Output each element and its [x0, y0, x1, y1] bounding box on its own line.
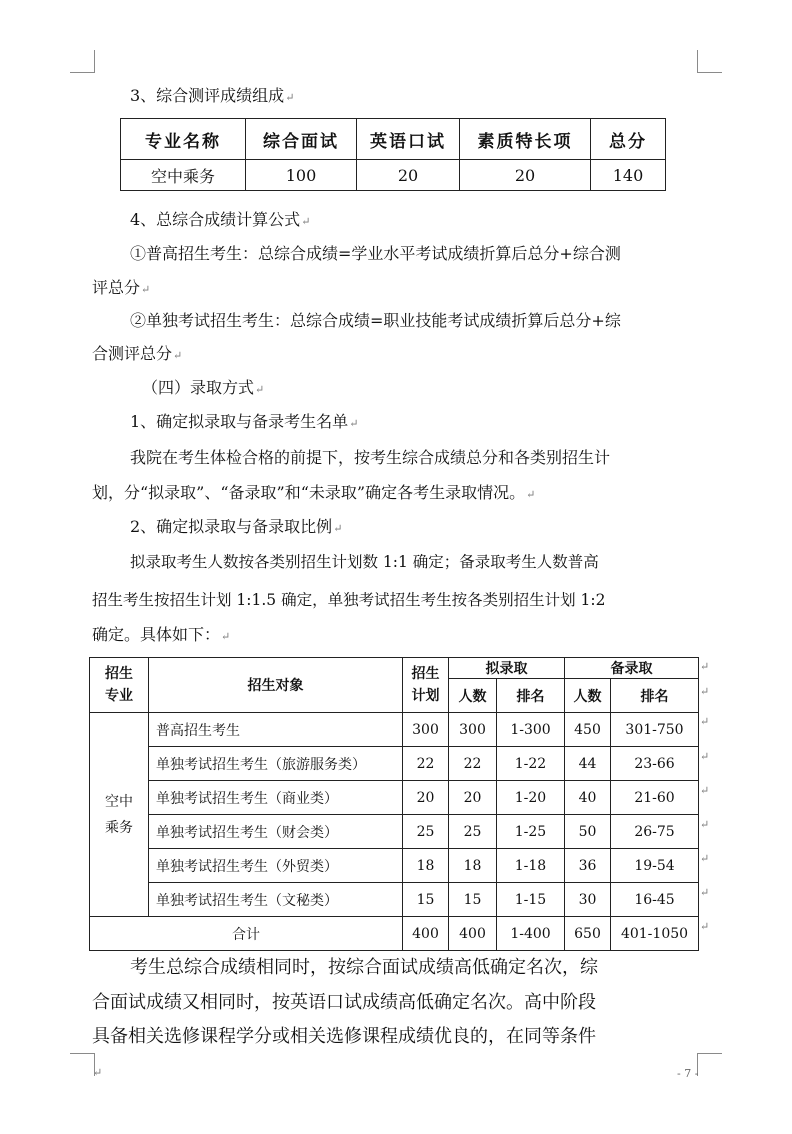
t2-proposed-count: 25 — [449, 815, 497, 849]
row-end-mark: ↵ — [700, 750, 710, 763]
t2-reserve-count: 40 — [565, 781, 611, 815]
t2-header-reserve: 备录取 — [565, 658, 699, 679]
t2-proposed-count: 20 — [449, 781, 497, 815]
t2-reserve-count: 450 — [565, 713, 611, 747]
para2-line1: 拟录取考生人数按各类别招生计划数 1:1 确定；备录取考生人数普高 — [130, 553, 599, 571]
row-end-mark: ↵ — [700, 920, 710, 933]
t2-reserve-count: 36 — [565, 849, 611, 883]
t2-reserve-count: 50 — [565, 815, 611, 849]
t2-reserve-rank: 23-66 — [611, 747, 699, 781]
t2-proposed-rank: 1-18 — [497, 849, 565, 883]
row-end-mark: ↵ — [700, 715, 710, 728]
sub1-heading: 1、确定拟录取与备录考生名单↵ — [130, 412, 359, 431]
t2-target: 普高招生考生 — [149, 713, 403, 747]
t1-header-total: 总分 — [591, 119, 666, 160]
crop-mark-top-left — [70, 50, 95, 73]
t2-reserve-rank: 26-75 — [611, 815, 699, 849]
t2-proposed-rank: 1-22 — [497, 747, 565, 781]
t2-total-reserve-count: 650 — [565, 917, 611, 951]
t2-proposed-count: 15 — [449, 883, 497, 917]
t1-cell-major: 空中乘务 — [121, 160, 246, 191]
formula1-line1: ①普高招生考生：总综合成绩=学业水平考试成绩折算后总分+综合测 — [130, 244, 621, 263]
score-composition-table — [120, 118, 666, 191]
para2-line2: 招生考生按招生计划 1:1.5 确定，单独考试招生考生按各类别招生计划 1:2 — [92, 591, 606, 609]
t1-header-english-oral: 英语口试 — [357, 119, 460, 160]
page-number: - 7 - — [677, 1067, 699, 1080]
crop-mark-top-right — [697, 50, 722, 73]
para2-line3: 确定。具体如下：↵ — [92, 625, 231, 644]
t2-plan: 15 — [403, 883, 449, 917]
t2-proposed-rank: 1-300 — [497, 713, 565, 747]
section3-heading: 3、综合测评成绩组成↵ — [130, 86, 295, 105]
para1-line1: 我院在考生体检合格的前提下，按考生综合成绩总分和各类别招生计 — [130, 448, 611, 467]
t2-plan: 18 — [403, 849, 449, 883]
t2-proposed-count: 22 — [449, 747, 497, 781]
t2-target: 单独考试招生考生（文秘类） — [149, 883, 403, 917]
t2-header-major: 招生 专业 — [90, 658, 149, 713]
t2-target: 单独考试招生考生（旅游服务类） — [149, 747, 403, 781]
t2-header-proposed-count: 人数 — [449, 679, 497, 713]
t1-header-major: 专业名称 — [121, 119, 246, 160]
crop-mark-bottom-right — [697, 1053, 722, 1076]
row-end-mark: ↵ — [700, 784, 710, 797]
formula2-line1: ②单独考试招生考生：总综合成绩=职业技能考试成绩折算后总分+综 — [130, 311, 621, 330]
row-end-mark: ↵ — [700, 818, 710, 831]
t2-target: 单独考试招生考生（外贸类） — [149, 849, 403, 883]
t1-header-interview: 综合面试 — [246, 119, 357, 160]
t2-plan: 20 — [403, 781, 449, 815]
t1-cell-english-oral: 20 — [357, 160, 460, 191]
table-row — [90, 781, 699, 815]
t2-major-cell: 空中 乘务 — [90, 713, 149, 917]
t2-header-reserve-rank: 排名 — [611, 679, 699, 713]
t2-reserve-count: 30 — [565, 883, 611, 917]
table-row — [90, 883, 699, 917]
crop-mark-bottom-left — [70, 1053, 95, 1076]
t2-total-plan: 400 — [403, 917, 449, 951]
final-paragraph-line1: 考生总综合成绩相同时，按综合面试成绩高低确定名次，综 — [130, 957, 598, 978]
t2-reserve-rank: 301-750 — [611, 713, 699, 747]
t2-plan: 300 — [403, 713, 449, 747]
row-end-mark: ↵ — [700, 852, 710, 865]
t2-proposed-count: 18 — [449, 849, 497, 883]
t2-proposed-rank: 1-15 — [497, 883, 565, 917]
t2-reserve-rank: 16-45 — [611, 883, 699, 917]
row-end-mark: ↵ — [700, 886, 710, 899]
row-end-mark: ↵ — [700, 685, 710, 698]
t2-total-reserve-rank: 401-1050 — [611, 917, 699, 951]
t2-proposed-rank: 1-25 — [497, 815, 565, 849]
t2-proposed-count: 300 — [449, 713, 497, 747]
paragraph-mark: ↵ — [93, 1066, 103, 1079]
row-end-mark: ↵ — [700, 660, 710, 673]
t2-reserve-count: 44 — [565, 747, 611, 781]
t2-reserve-rank: 21-60 — [611, 781, 699, 815]
t2-target: 单独考试招生考生（商业类） — [149, 781, 403, 815]
final-paragraph-line2: 合面试成绩又相同时，按英语口试成绩高低确定名次。高中阶段 — [92, 992, 596, 1013]
final-paragraph-line3: 具备相关选修课程学分或相关选修课程成绩优良的，在同等条件 — [92, 1026, 596, 1047]
t2-header-plan: 招生 计划 — [403, 658, 449, 713]
table-row — [90, 815, 699, 849]
part4-heading: （四）录取方式↵ — [142, 378, 265, 397]
admission-ratio-table — [89, 657, 699, 951]
formula1-line2: 评总分↵ — [92, 278, 151, 297]
t2-plan: 22 — [403, 747, 449, 781]
t2-plan: 25 — [403, 815, 449, 849]
t2-reserve-rank: 19-54 — [611, 849, 699, 883]
section4-heading: 4、总综合成绩计算公式↵ — [130, 210, 311, 229]
t2-header-proposed: 拟录取 — [449, 658, 565, 679]
t1-cell-total: 140 — [591, 160, 666, 191]
sub2-heading: 2、确定拟录取与备录取比例↵ — [130, 517, 343, 536]
table-total-row — [90, 917, 699, 951]
t2-target: 单独考试招生考生（财会类） — [149, 815, 403, 849]
t2-proposed-rank: 1-20 — [497, 781, 565, 815]
t2-header-proposed-rank: 排名 — [497, 679, 565, 713]
t2-total-label: 合计 — [90, 917, 403, 951]
formula2-line2: 合测评总分↵ — [92, 344, 183, 363]
t2-total-proposed-count: 400 — [449, 917, 497, 951]
t1-cell-talent: 20 — [460, 160, 591, 191]
t2-header-target: 招生对象 — [149, 658, 403, 713]
para1-line2: 划，分“拟录取”、“备录取”和“未录取”确定各考生录取情况。↵ — [92, 483, 536, 502]
table-row — [90, 713, 699, 747]
t1-cell-interview: 100 — [246, 160, 357, 191]
t2-total-proposed-rank: 1-400 — [497, 917, 565, 951]
t2-header-reserve-count: 人数 — [565, 679, 611, 713]
table-row — [90, 849, 699, 883]
table-row — [90, 747, 699, 781]
t1-header-talent: 素质特长项 — [460, 119, 591, 160]
